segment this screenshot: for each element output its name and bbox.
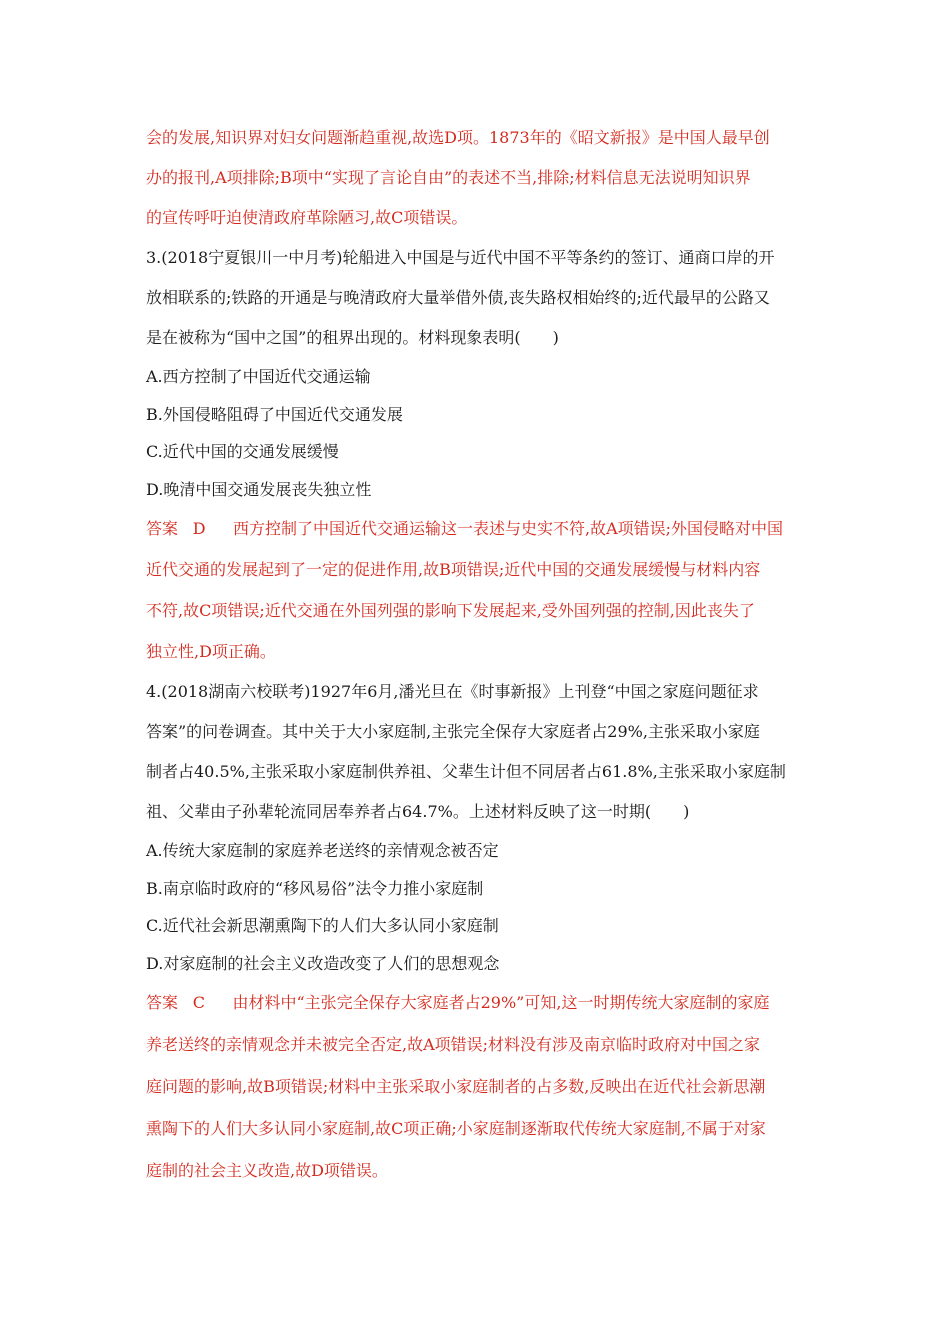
question-4 xyxy=(146,672,810,1192)
options-list xyxy=(146,358,810,508)
options-list xyxy=(146,832,810,982)
answer-key: C xyxy=(192,993,205,1012)
answer-text-line: 熏陶下的人们大多认同小家庭制,故C项正确;小家庭制逐渐取代传统大家庭制,不属于对家 xyxy=(146,1119,766,1138)
document-page xyxy=(146,118,810,1192)
question-stem xyxy=(146,238,810,358)
option-b: B.外国侵略阻碍了中国近代交通发展 xyxy=(146,404,403,424)
option-b: B.南京临时政府的“移风易俗”法令力推小家庭制 xyxy=(146,878,484,898)
question-stem-line: 祖、父辈由子孙辈轮流同居奉养者占64.7%。上述材料反映了这一时期( ) xyxy=(146,802,690,821)
question-3 xyxy=(146,238,810,672)
question-stem-line: 4.(2018湖南六校联考)1927年6月,潘光旦在《时事新报》上刊登“中国之家庭问题征求 xyxy=(146,682,759,701)
answer-text: 由材料中“主张完全保存大家庭者占29%”可知,这一时期传统大家庭制的家庭 xyxy=(232,993,770,1012)
answer-text-line: 庭问题的影响,故B项错误;材料中主张采取小家庭制者的占多数,反映出在近代社会新思潮 xyxy=(146,1077,766,1096)
answer-text-line: 不符,故C项错误;近代交通在外国列强的影响下发展起来,受外国列强的控制,因此丧失了 xyxy=(146,601,755,620)
question-stem-line: 是在被称为“国中之国”的租界出现的。材料现象表明( ) xyxy=(146,328,559,347)
option-a: A.西方控制了中国近代交通运输 xyxy=(146,367,371,386)
answer-label: 答案 xyxy=(146,519,179,538)
prev-answer-line: 办的报刊,A项排除;B项中“实现了言论自由”的表述不当,排除;材料信息无法说明知识界 xyxy=(146,168,751,187)
answer-text-line: 独立性,D项正确。 xyxy=(146,642,276,661)
answer-text-line: 近代交通的发展起到了一定的促进作用,故B项错误;近代中国的交通发展缓慢与材料内容 xyxy=(146,560,761,579)
option-d: D.晚清中国交通发展丧失独立性 xyxy=(146,479,372,499)
prev-answer-line: 的宣传呼吁迫使清政府革除陋习,故C项错误。 xyxy=(146,208,468,227)
previous-answer-continuation xyxy=(146,118,810,238)
question-stem-line: 放相联系的;铁路的开通是与晚清政府大量举借外债,丧失路权相始终的;近代最早的公路又 xyxy=(146,288,770,307)
question-stem-line: 答案”的问卷调查。其中关于大小家庭制,主张完全保存大家庭者占29%,主张采取小家庭 xyxy=(146,722,760,741)
answer-key: D xyxy=(192,519,206,538)
question-stem-line: 3.(2018宁夏银川一中月考)轮船进入中国是与近代中国不平等条约的签订、通商口岸的开 xyxy=(146,248,775,267)
prev-answer-line: 会的发展,知识界对妇女问题渐趋重视,故选D项。1873年的《昭文新报》是中国人最早创 xyxy=(146,128,770,147)
answer-label: 答案 xyxy=(146,993,179,1012)
answer-first-line xyxy=(146,508,810,549)
option-c: C.近代中国的交通发展缓慢 xyxy=(146,442,339,461)
answer-explanation xyxy=(146,508,810,672)
question-stem xyxy=(146,672,810,832)
question-stem-line: 制者占40.5%,主张采取小家庭制供养祖、父辈生计但不同居者占61.8%,主张采取小家庭制 xyxy=(146,762,786,781)
option-a: A.传统大家庭制的家庭养老送终的亲情观念被否定 xyxy=(146,841,499,860)
answer-text-line: 养老送终的亲情观念并未被完全否定,故A项错误;材料没有涉及南京临时政府对中国之家 xyxy=(146,1035,761,1054)
option-c: C.近代社会新思潮熏陶下的人们大多认同小家庭制 xyxy=(146,916,499,935)
answer-text-line: 庭制的社会主义改造,故D项错误。 xyxy=(146,1161,388,1180)
option-d: D.对家庭制的社会主义改造改变了人们的思想观念 xyxy=(146,953,500,973)
answer-text: 西方控制了中国近代交通运输这一表述与史实不符,故A项错误;外国侵略对中国 xyxy=(233,519,784,538)
answer-first-line xyxy=(146,982,810,1024)
answer-explanation xyxy=(146,982,810,1192)
